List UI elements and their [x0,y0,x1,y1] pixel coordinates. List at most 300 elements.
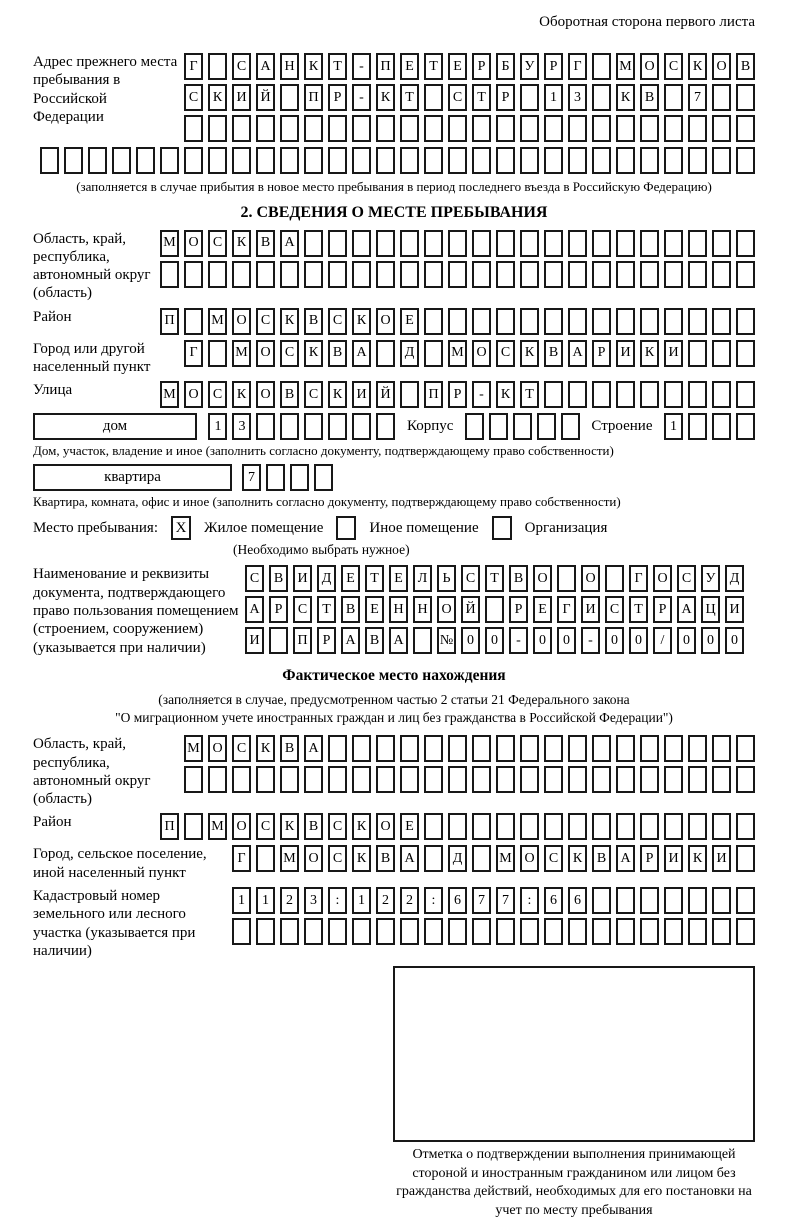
prev-address-row1 [184,53,755,80]
char-box [472,766,491,793]
char-box: А [616,845,635,872]
char-box: О [256,381,275,408]
char-box [424,918,443,945]
char-box: : [328,887,347,914]
char-box: Ь [437,565,456,592]
char-box: С [245,565,264,592]
char-box [352,115,371,142]
char-box [184,115,203,142]
prev-address-field [33,53,755,142]
char-box [688,766,707,793]
char-box [616,381,635,408]
actual-region-row2 [184,766,755,793]
house-note: Дом, участок, владение и иное (заполнить согласно документу, подтверждающему право собственности) [33,443,614,459]
char-box: 7 [688,84,707,111]
char-box: В [256,230,275,257]
char-box [592,84,611,111]
char-box: Е [533,596,552,623]
premises-label: Место пребывания: [33,519,158,536]
region-row2 [160,261,755,288]
char-box: К [232,381,251,408]
char-box [472,813,491,840]
char-box: 1 [256,887,275,914]
char-box: В [280,735,299,762]
char-box [280,147,299,174]
char-box: А [677,596,696,623]
char-box: № [437,627,456,654]
char-box [448,261,467,288]
char-box [376,115,395,142]
char-box: С [208,230,227,257]
actual-district-field [33,813,755,840]
char-box [376,340,395,367]
char-box: А [280,230,299,257]
char-box: Д [400,340,419,367]
char-box [616,813,635,840]
char-box [472,261,491,288]
char-box [256,766,275,793]
actual-district-row [160,813,755,840]
char-box [280,261,299,288]
char-box [712,308,731,335]
char-box: В [592,845,611,872]
char-box [472,115,491,142]
char-box [208,115,227,142]
char-box [544,918,563,945]
char-box: С [328,308,347,335]
checkbox-residential: X [171,516,191,540]
char-box [592,230,611,257]
char-box: О [533,565,552,592]
char-box [328,261,347,288]
char-box [485,596,504,623]
page-side-note: Оборотная сторона первого листа [539,14,755,30]
char-box: С [304,381,323,408]
char-box [256,261,275,288]
char-box [688,147,707,174]
char-box: О [232,813,251,840]
char-box [400,115,419,142]
char-box: П [293,627,312,654]
char-box: К [256,735,275,762]
char-box [568,766,587,793]
char-box [736,766,755,793]
char-box [688,813,707,840]
char-box: К [304,340,323,367]
prev-address-row4 [33,147,755,174]
char-box: 1 [232,887,251,914]
char-box [712,918,731,945]
char-box [616,735,635,762]
actual-region-field [33,735,755,808]
char-box: Г [184,340,203,367]
char-box: 7 [242,464,261,491]
char-box: Р [269,596,288,623]
region-row1 [160,230,755,257]
char-box: П [304,84,323,111]
district-label: Район [33,308,72,325]
char-box [640,766,659,793]
char-box: Т [317,596,336,623]
char-box [376,413,395,440]
char-box [496,918,515,945]
char-box [557,565,576,592]
char-box [736,340,755,367]
char-box: Д [317,565,336,592]
char-box [280,766,299,793]
char-box: П [160,308,179,335]
char-box: И [616,340,635,367]
actual-location-title: Фактическое место нахождения [282,666,506,684]
char-box [232,115,251,142]
char-box: В [304,813,323,840]
char-box [424,813,443,840]
actual-region-label: Область, край, республика, автономный округ (область) [33,736,151,808]
char-box [400,735,419,762]
char-box: К [280,813,299,840]
char-box [448,735,467,762]
char-box: О [208,735,227,762]
char-box [448,766,467,793]
char-box [616,308,635,335]
char-box: Е [341,565,360,592]
char-box: С [328,813,347,840]
char-box: А [352,340,371,367]
char-box: А [245,596,264,623]
char-box: Р [544,53,563,80]
stroenie-label: Строение [591,418,653,435]
char-box: - [352,53,371,80]
premises-row [33,516,755,540]
char-box: 1 [544,84,563,111]
char-box: И [664,845,683,872]
prev-address-note: (заполняется в случае прибытия в новое место пребывания в период последнего въезда в Российскую Федерацию) [76,179,712,194]
char-box: Г [568,53,587,80]
city-field [33,340,755,377]
char-box: В [736,53,755,80]
char-box [712,735,731,762]
char-box [496,813,515,840]
char-box: - [509,627,528,654]
char-box: - [581,627,600,654]
char-box [496,147,515,174]
document-row1 [245,565,744,592]
char-box: К [640,340,659,367]
region-field [33,230,755,303]
document-row3 [245,627,744,654]
char-box [352,230,371,257]
char-box: О [184,381,203,408]
char-box: Г [232,845,251,872]
char-box [568,381,587,408]
char-box [424,115,443,142]
char-box [592,766,611,793]
char-box: О [653,565,672,592]
char-box: М [208,308,227,335]
char-box [256,413,275,440]
document-row2 [245,596,744,623]
char-box [352,735,371,762]
char-box [256,845,275,872]
char-box [664,918,683,945]
char-box: П [424,381,443,408]
char-box [328,147,347,174]
char-box [664,887,683,914]
char-box [472,230,491,257]
char-box: Н [280,53,299,80]
char-box [544,308,563,335]
street-label: Улица [33,382,73,399]
char-box: Д [725,565,744,592]
char-box [688,308,707,335]
char-box: 1 [208,413,227,440]
char-box [712,413,731,440]
house-row [33,413,755,440]
char-box [712,381,731,408]
char-box: И [725,596,744,623]
char-box [688,340,707,367]
char-box [592,813,611,840]
char-box: Т [472,84,491,111]
char-box: М [496,845,515,872]
char-box [208,340,227,367]
char-box: 6 [448,887,467,914]
char-box [544,115,563,142]
char-box: Р [640,845,659,872]
char-box [544,261,563,288]
actual-city-field [33,845,755,882]
char-box [400,381,419,408]
char-box: 0 [725,627,744,654]
char-box [400,261,419,288]
char-box [400,230,419,257]
char-box: С [232,735,251,762]
char-box [712,813,731,840]
char-box: Р [328,84,347,111]
char-box [561,413,580,440]
char-box: К [328,381,347,408]
char-box [568,230,587,257]
char-box: М [160,230,179,257]
char-box [232,766,251,793]
char-box [520,813,539,840]
char-box: 6 [568,887,587,914]
char-box: Т [629,596,648,623]
char-box [736,735,755,762]
char-box: М [184,735,203,762]
char-box: К [352,813,371,840]
char-box [640,230,659,257]
char-box: И [352,381,371,408]
char-box: 1 [352,887,371,914]
char-box [413,627,432,654]
char-box: 0 [701,627,720,654]
char-box [640,813,659,840]
char-box: М [280,845,299,872]
char-box: С [605,596,624,623]
char-box: И [293,565,312,592]
char-box [465,413,484,440]
char-box: В [544,340,563,367]
char-box: Т [485,565,504,592]
street-row [160,381,755,408]
char-box [232,261,251,288]
korpus-label: Корпус [406,418,454,435]
char-box: Й [461,596,480,623]
prev-address-row2 [184,84,755,111]
char-box [568,261,587,288]
char-box: С [461,565,480,592]
char-box: 0 [605,627,624,654]
actual-region-row1 [184,735,755,762]
char-box [520,308,539,335]
char-box: К [688,53,707,80]
char-box [376,766,395,793]
char-box [256,918,275,945]
char-box [640,918,659,945]
char-box: 2 [400,887,419,914]
actual-city-row [232,845,755,872]
char-box [736,413,755,440]
char-box: Е [400,53,419,80]
prev-address-label: Адрес прежнего места пребывания в Российской Федерации [33,54,178,125]
char-box: К [232,230,251,257]
char-box [496,735,515,762]
actual-location-note2: "О миграционном учете иностранных граждан и лиц без гражданства в Российской Федерации") [115,710,673,726]
char-box: В [280,381,299,408]
char-box [736,845,755,872]
char-box [304,147,323,174]
char-box: В [328,340,347,367]
char-box [712,230,731,257]
char-box: С [664,53,683,80]
char-box: Т [424,53,443,80]
char-box [314,464,333,491]
char-box [304,766,323,793]
char-box: А [400,845,419,872]
char-box [605,565,624,592]
char-box [544,230,563,257]
char-box [496,230,515,257]
char-box: М [448,340,467,367]
char-box: В [365,627,384,654]
char-box: 2 [280,887,299,914]
char-box [208,53,227,80]
char-box: Р [317,627,336,654]
char-box [269,627,288,654]
char-box: У [701,565,720,592]
char-box: П [160,813,179,840]
char-box [688,918,707,945]
char-box: И [664,340,683,367]
char-box [616,887,635,914]
char-box [568,308,587,335]
stamp-caption: Отметка о подтверждении выполнения принимающей стороной и иностранным гражданином или лицом без гражданства действий, необходимых для его постановки на учет по месту пребывания [396,1147,752,1218]
char-box: Ц [701,596,720,623]
char-box [592,887,611,914]
char-box: 0 [485,627,504,654]
char-box: 0 [533,627,552,654]
char-box [664,84,683,111]
char-box: 7 [496,887,515,914]
apartment-number-row [242,464,333,491]
checkbox-other-premises [336,516,356,540]
char-box: О [304,845,323,872]
char-box: Н [413,596,432,623]
char-box [184,308,203,335]
char-box: 3 [568,84,587,111]
char-box [736,230,755,257]
char-box: С [293,596,312,623]
checkbox-organization [492,516,512,540]
street-field [33,381,755,408]
char-box [537,413,556,440]
char-box [712,766,731,793]
char-box [328,735,347,762]
premises-option-residential: Жилое помещение [204,519,324,536]
char-box [568,918,587,945]
char-box [448,115,467,142]
char-box [616,115,635,142]
char-box [736,84,755,111]
char-box [712,115,731,142]
char-box: Е [389,565,408,592]
char-box [448,918,467,945]
char-box [664,766,683,793]
city-row [184,340,755,367]
char-box: А [256,53,275,80]
premises-option-other: Иное помещение [369,519,479,536]
premises-option-organization: Организация [524,519,608,536]
char-box [400,766,419,793]
char-box [328,115,347,142]
char-box [712,261,731,288]
char-box: О [712,53,731,80]
char-box [280,918,299,945]
char-box [208,147,227,174]
char-box: С [256,308,275,335]
char-box [160,147,179,174]
char-box: Б [496,53,515,80]
char-box [520,147,539,174]
char-box [736,381,755,408]
char-box [664,230,683,257]
char-box [376,918,395,945]
char-box [424,308,443,335]
char-box: О [184,230,203,257]
char-box: И [232,84,251,111]
char-box [424,84,443,111]
char-box: С [328,845,347,872]
char-box [592,115,611,142]
char-box [496,766,515,793]
char-box [513,413,532,440]
char-box [496,261,515,288]
apartment-note: Квартира, комната, офис и иное (заполнить согласно документу, подтверждающему право собственности) [33,494,621,510]
char-box [688,115,707,142]
char-box: Н [389,596,408,623]
char-box: 6 [544,887,563,914]
char-box [688,413,707,440]
char-box [592,918,611,945]
char-box [328,413,347,440]
char-box: В [269,565,288,592]
char-box [568,813,587,840]
char-box [712,84,731,111]
char-box [160,261,179,288]
char-box [640,115,659,142]
char-box [472,147,491,174]
